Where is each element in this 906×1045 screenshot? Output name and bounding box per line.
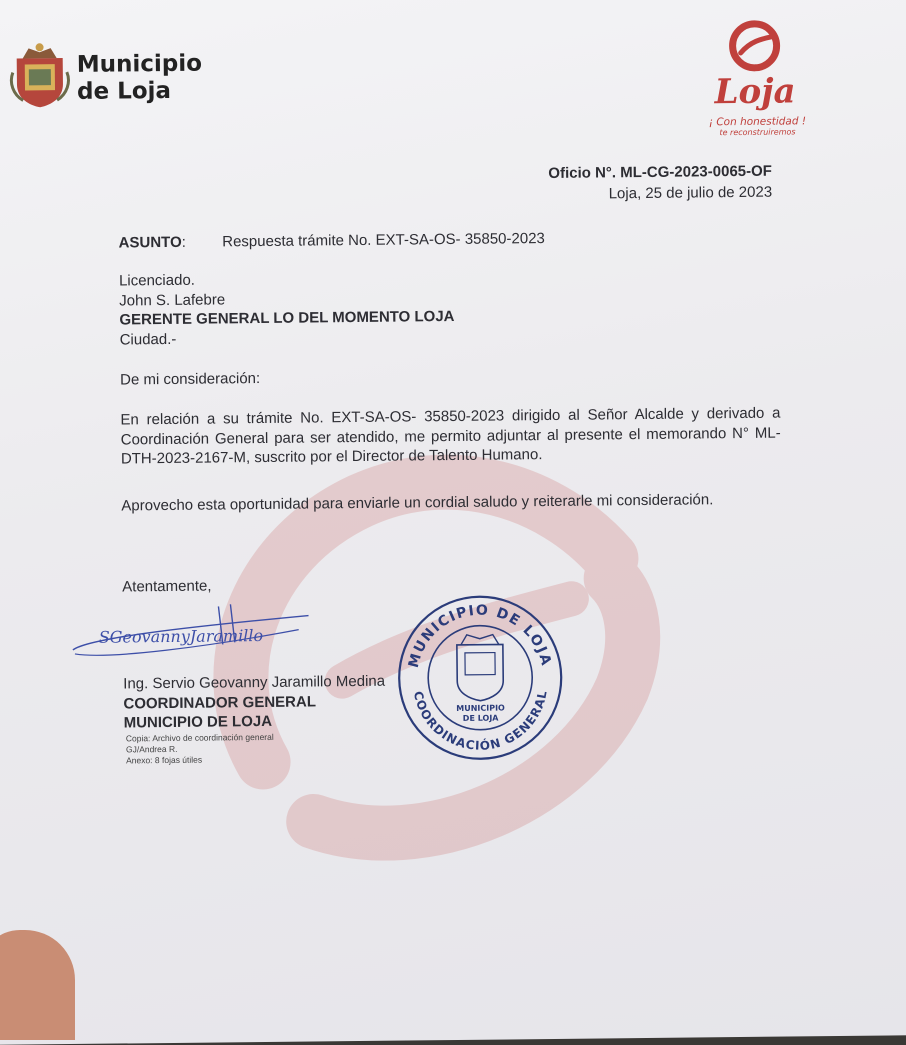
brand-slogan-line1: ¡ Con honestidad ! [708,115,807,129]
municipality-name-line2: de Loja [76,77,172,105]
signatory-position: COORDINADOR GENERAL [123,692,317,712]
svg-text:MUNICIPIO DE LOJA [405,602,554,670]
body-paragraph-2: Aprovecho esta oportunidad para enviarle un cordial saludo y reiterarle mi consideración. [121,491,714,515]
subject-text: Respuesta trámite No. EXT-SA-OS- 35850-2023 [222,230,545,251]
municipality-name-line1: Municipio [76,50,203,78]
loja-brand-circle-icon [732,24,776,68]
recipient-block [119,264,820,349]
body-paragraph-1: En relación a su trámite No. EXT-SA-OS- 35850-2023 dirigido al Señor Alcalde y derivado a Coordinación General para ser atendido, me permito adjuntar al presente el memorando N° ML-DTH-2023-2167-M, suscrito por el Director de Talento Humano. [120,404,781,468]
seal-top-text: MUNICIPIO DE LOJA [405,602,555,670]
subject-separator: : [181,233,186,251]
recipient-title: Licenciado. [118,271,196,290]
signature-script: SGeovannyJaramillo [98,625,264,647]
signatory-institution: MUNICIPIO DE LOJA [123,712,273,732]
initials-note: GJ/Andrea R. [125,743,178,755]
brand-slogan-line2: te reconstruiremos [719,127,796,138]
recipient-name: John S. Lafebre [119,290,226,309]
greeting: De mi consideración: [119,370,261,389]
subject-line [119,226,819,253]
seal-bottom-text: COORDINACIÓN GENERAL [410,688,550,753]
seal-center-line2: DE LOJA [462,713,499,723]
official-seal-stamp [394,592,566,764]
annex-note: Anexo: 8 fojas útiles [125,754,203,766]
recipient-city: Ciudad.- [119,330,177,348]
municipality-coat-of-arms-icon [9,42,72,109]
seal-coat-of-arms-icon [457,634,504,700]
copy-note: Copia: Archivo de coordinación general [125,731,274,744]
footer-notes [126,731,406,767]
signatory-name: Ing. Servio Geovanny Jaramillo Medina [123,672,386,693]
handwritten-signature [68,595,319,662]
place-date: Loja, 25 de julio de 2023 [608,183,773,203]
loja-brand-logo [692,18,818,144]
subject-label: ASUNTO [118,233,182,252]
closing: Atentamente, [122,577,212,596]
seal-center-line1: MUNICIPIO [456,703,505,713]
oficio-number: Oficio N°. ML-CG-2023-0065-OF [548,162,773,182]
municipality-name [77,51,203,106]
recipient-position: GERENTE GENERAL LO DEL MOMENTO LOJA [119,307,455,329]
brand-name: Loja [714,71,796,113]
